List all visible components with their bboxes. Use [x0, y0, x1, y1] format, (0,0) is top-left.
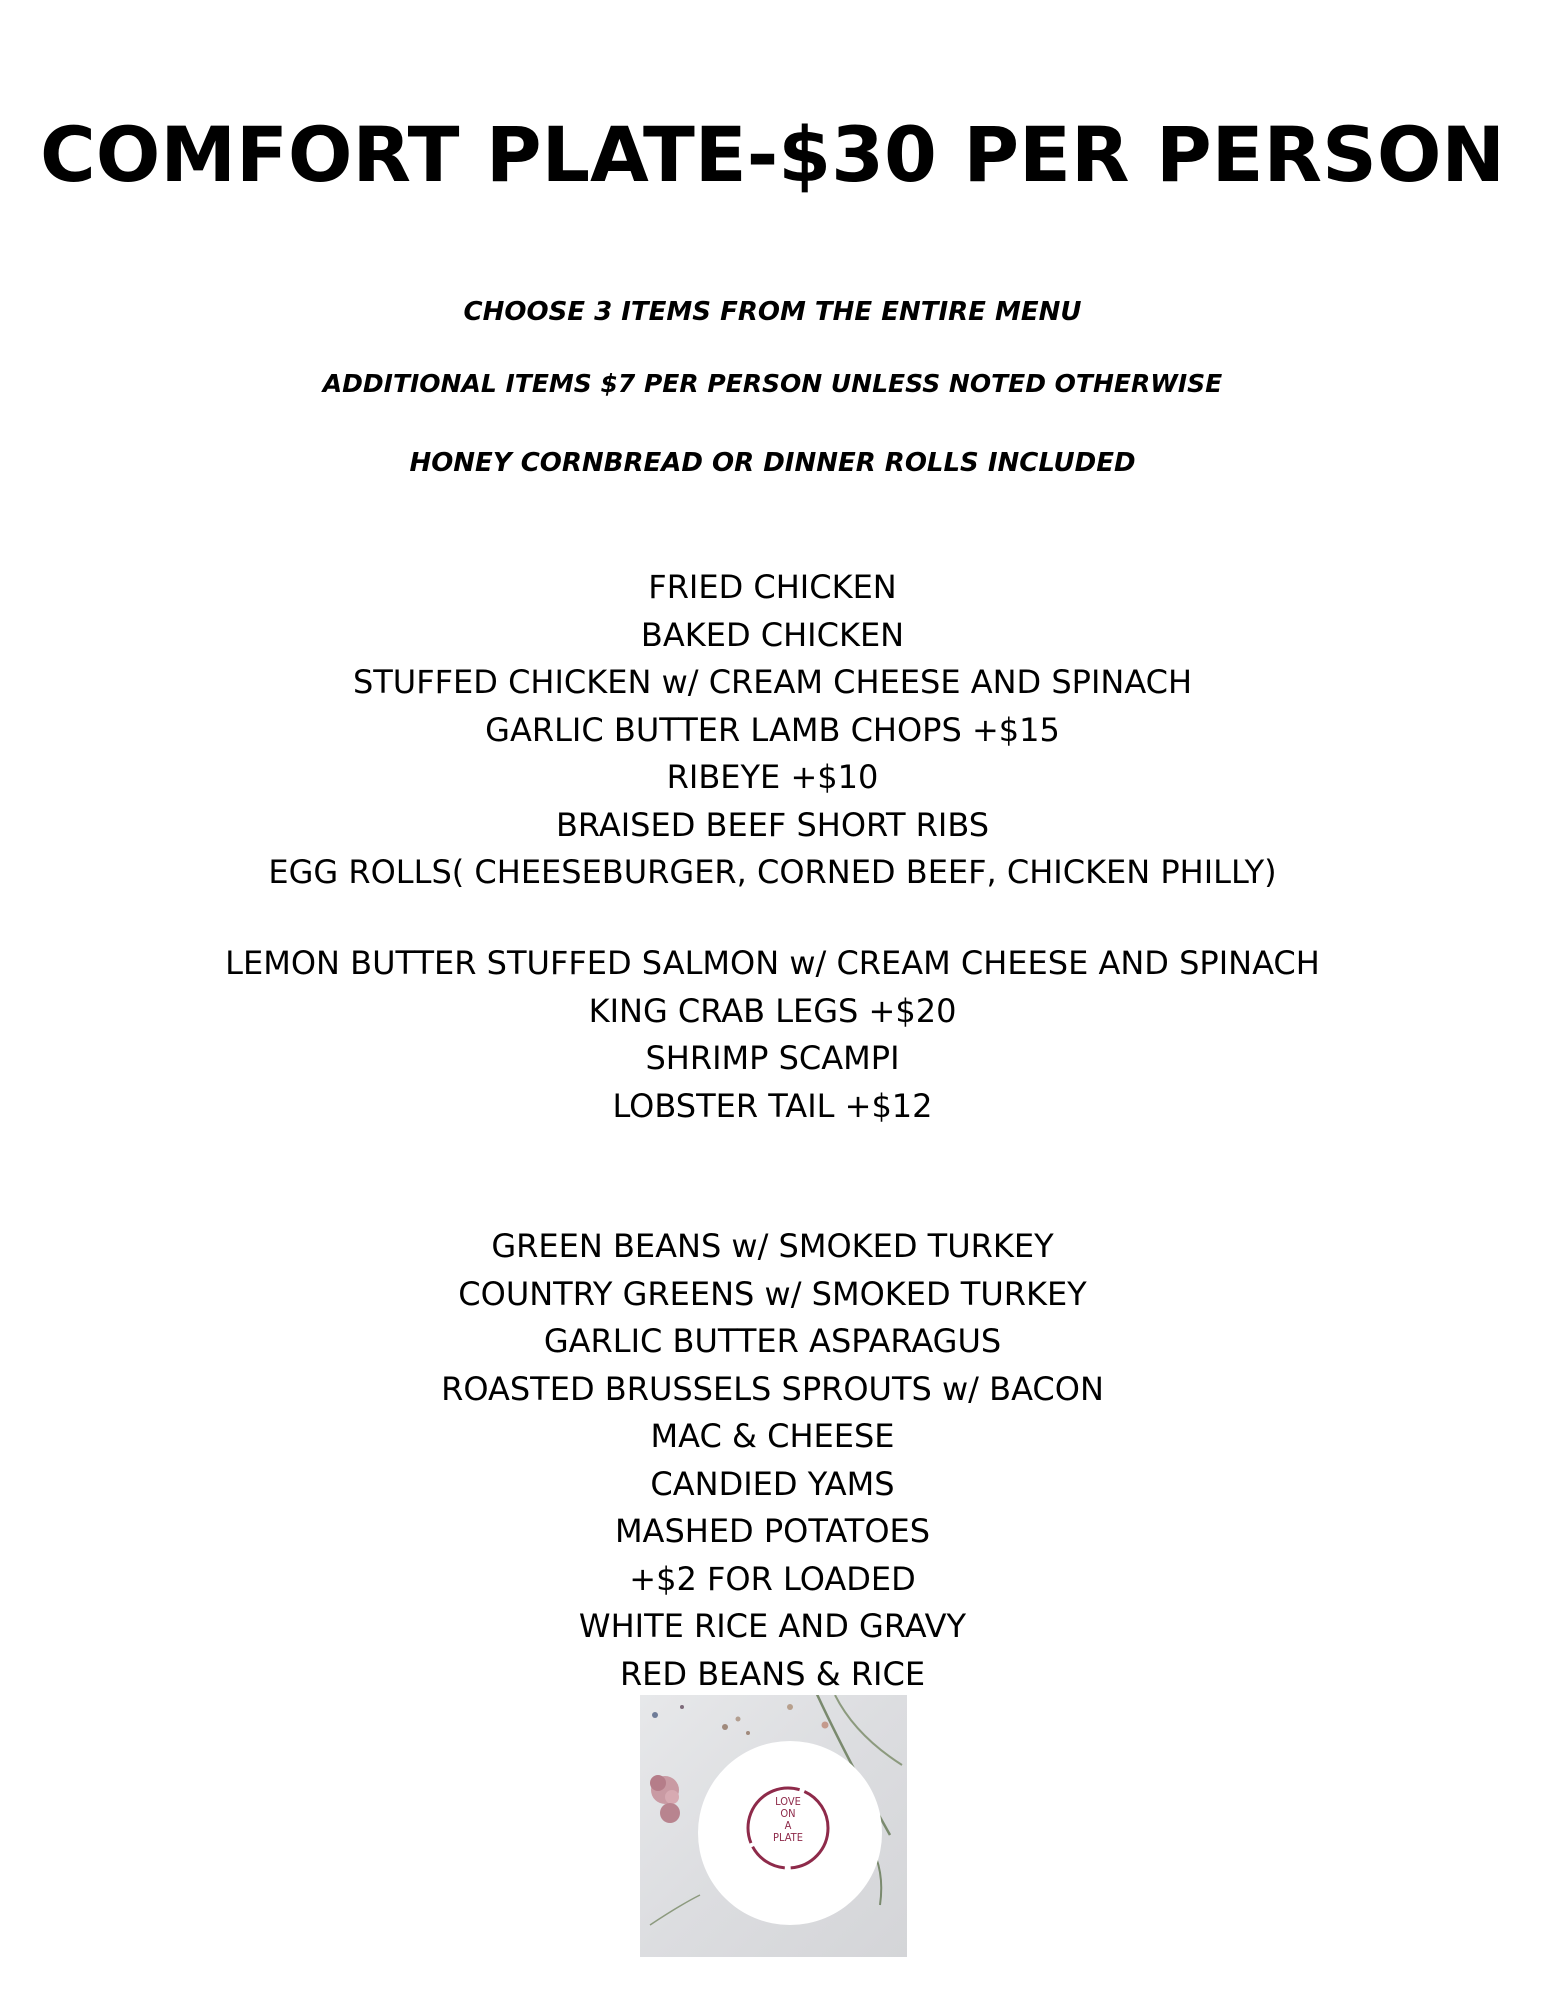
menu-item: MASHED POTATOES [614, 1512, 931, 1550]
menu-item: ROASTED BRUSSELS SPROUTS w/ BACON [441, 1369, 1104, 1408]
seafood-list [0, 940, 1545, 1130]
svg-text:A: A [784, 1819, 792, 1832]
svg-text:LOVE: LOVE [775, 1795, 801, 1808]
menu-item: GARLIC BUTTER ASPARAGUS [543, 1322, 1002, 1360]
menu-item: STUFFED CHICKEN w/ CREAM CHEESE AND SPINACH [352, 663, 1193, 701]
svg-text:ON: ON [780, 1807, 796, 1820]
menu-item: RIBEYE +$10 [666, 758, 879, 796]
page-title: COMFORT PLATE-$30 PER PERSON [39, 110, 1506, 199]
menu-item: MAC & CHEESE [650, 1417, 895, 1455]
menu-item: CANDIED YAMS [650, 1464, 895, 1503]
sides-list [0, 1223, 1545, 1698]
entree-list [0, 564, 1545, 897]
menu-item: RED BEANS & RICE [619, 1654, 926, 1693]
menu-item: GARLIC BUTTER LAMB CHOPS +$15 [485, 710, 1060, 749]
instruction-choose-items: CHOOSE 3 ITEMS FROM THE ENTIRE MENU [463, 297, 1082, 327]
love-on-a-plate-logo [640, 1695, 907, 1957]
instruction-bread-included: HONEY CORNBREAD OR DINNER ROLLS INCLUDED [409, 448, 1136, 478]
menu-item: SHRIMP SCAMPI [645, 1039, 900, 1077]
menu-item: COUNTRY GREENS w/ SMOKED TURKEY [458, 1274, 1087, 1313]
menu-item: +$2 FOR LOADED [629, 1559, 916, 1598]
menu-item: GREEN BEANS w/ SMOKED TURKEY [491, 1227, 1054, 1265]
menu-item: BRAISED BEEF SHORT RIBS [555, 805, 990, 844]
svg-text:PLATE: PLATE [773, 1831, 803, 1844]
menu-item: EGG ROLLS( CHEESEBURGER, CORNED BEEF, CHICKEN PHILLY) [268, 853, 1277, 891]
menu-item: WHITE RICE AND GRAVY [578, 1607, 967, 1645]
menu-item: LOBSTER TAIL +$12 [612, 1086, 933, 1125]
menu-item: LEMON BUTTER STUFFED SALMON w/ CREAM CHEESE AND SPINACH [225, 944, 1320, 982]
menu-item: FRIED CHICKEN [648, 568, 897, 606]
menu-item: KING CRAB LEGS +$20 [588, 991, 957, 1030]
instruction-additional-items: ADDITIONAL ITEMS $7 PER PERSON UNLESS NOTED OTHERWISE [322, 369, 1223, 398]
menu-item: BAKED CHICKEN [640, 615, 905, 654]
